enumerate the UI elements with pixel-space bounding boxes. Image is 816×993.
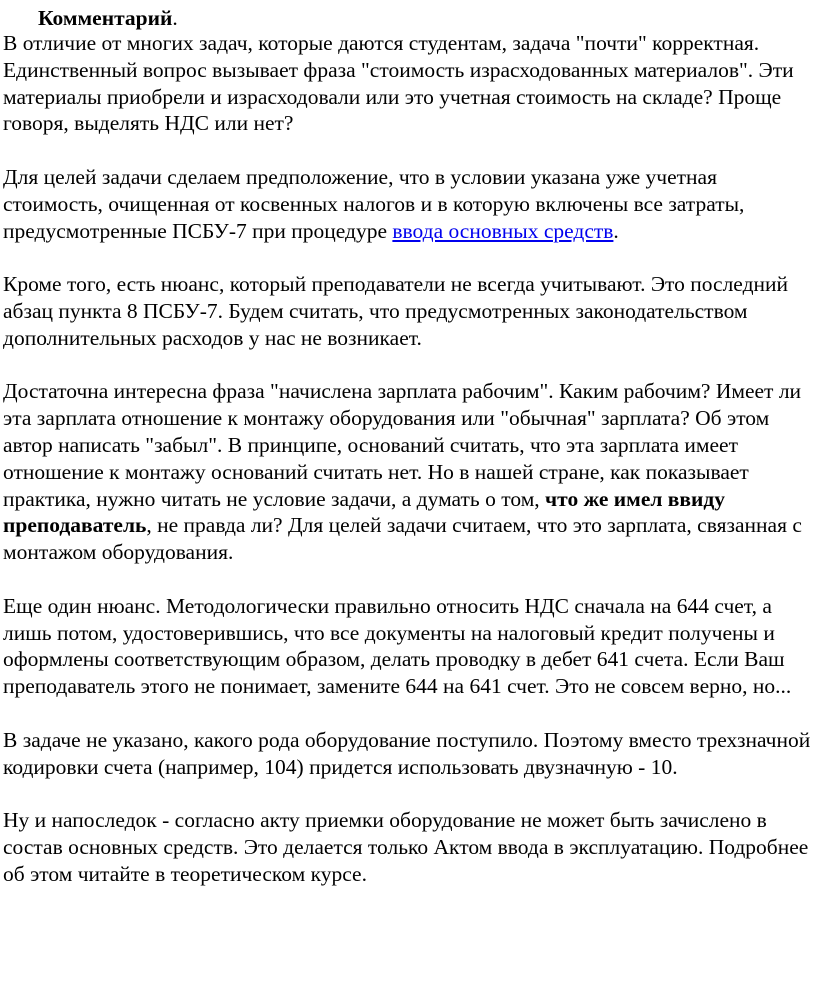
paragraph-2-text: Для целей задачи сделаем предположение, что в условии указана уже учетная стоимость, очищенная от косвенных налогов и в которую включены все затраты, предусмотренные ПСБУ-7 при процедуре <box>3 164 745 243</box>
paragraph-6: В задаче не указано, какого рода оборудование поступило. Поэтому вместо трехзначной кодировки счета (например, 104) придется использовать двузначную - 10. <box>3 727 811 779</box>
document-body <box>3 0 813 914</box>
paragraph-4-emphasis: что же имел ввиду преподаватель <box>3 486 726 538</box>
comment-heading-title: Комментарий <box>38 6 173 30</box>
paragraph-5: Еще один нюанс. Методологически правильно относить НДС сначала на 644 счет, а лишь потом, удостоверившись, что все документы на налоговый кредит получены и оформлены соответствующим образом, делать проводку в дебет 641 счета. Если Ваш преподаватель этого не понимает, замените 644 на 641 счет. Это не совсем верно, но... <box>3 593 792 699</box>
paragraph-2-end: . <box>613 218 619 243</box>
paragraph-3: Кроме того, есть нюанс, который преподаватели не всегда учитывают. Это последний абзац пункта 8 ПСБУ-7. Будем считать, что предусмотренных законодательством дополнительных расходов у нас не возникает. <box>3 272 789 350</box>
paragraph-7: Ну и напоследок - согласно акту приемки оборудование не может быть зачислено в состав основных средств. Это делается только Актом ввода в эксплуатацию. Подробнее об этом читайте в теоретическом курсе. <box>3 808 809 886</box>
paragraph-4-text: Достаточна интересна фраза "начислена зарплата рабочим". Каким рабочим? Имеет ли эта зарплата отношение к монтажу оборудования или "обычная" зарплата? Об этом автор написать "забыл". В принципе, оснований считать, что эта зарплата имеет отношение к монтажу оснований считать нет. Но в нашей стране, как показывает практика, нужно читать не условие задачи, а думать о том, <box>3 379 802 511</box>
fixed-assets-link[interactable]: ввода основных средств <box>392 218 614 243</box>
paragraph-2 <box>3 164 813 244</box>
paragraph-4 <box>3 378 813 566</box>
comment-heading-punct: . <box>172 6 178 30</box>
paragraph-4-end: , не правда ли? Для целей задачи считаем, что это зарплата, связанная с монтажом оборудования. <box>3 513 802 565</box>
paragraph-1: В отличие от многих задач, которые даются студентам, задача "почти" корректная. Единственный вопрос вызывает фраза "стоимость израсходованных материалов". Эти материалы приобрели и израсходовали или это учетная стоимость на складе? Проще говоря, выделять НДС или нет? <box>3 31 794 136</box>
comment-heading <box>38 6 813 30</box>
